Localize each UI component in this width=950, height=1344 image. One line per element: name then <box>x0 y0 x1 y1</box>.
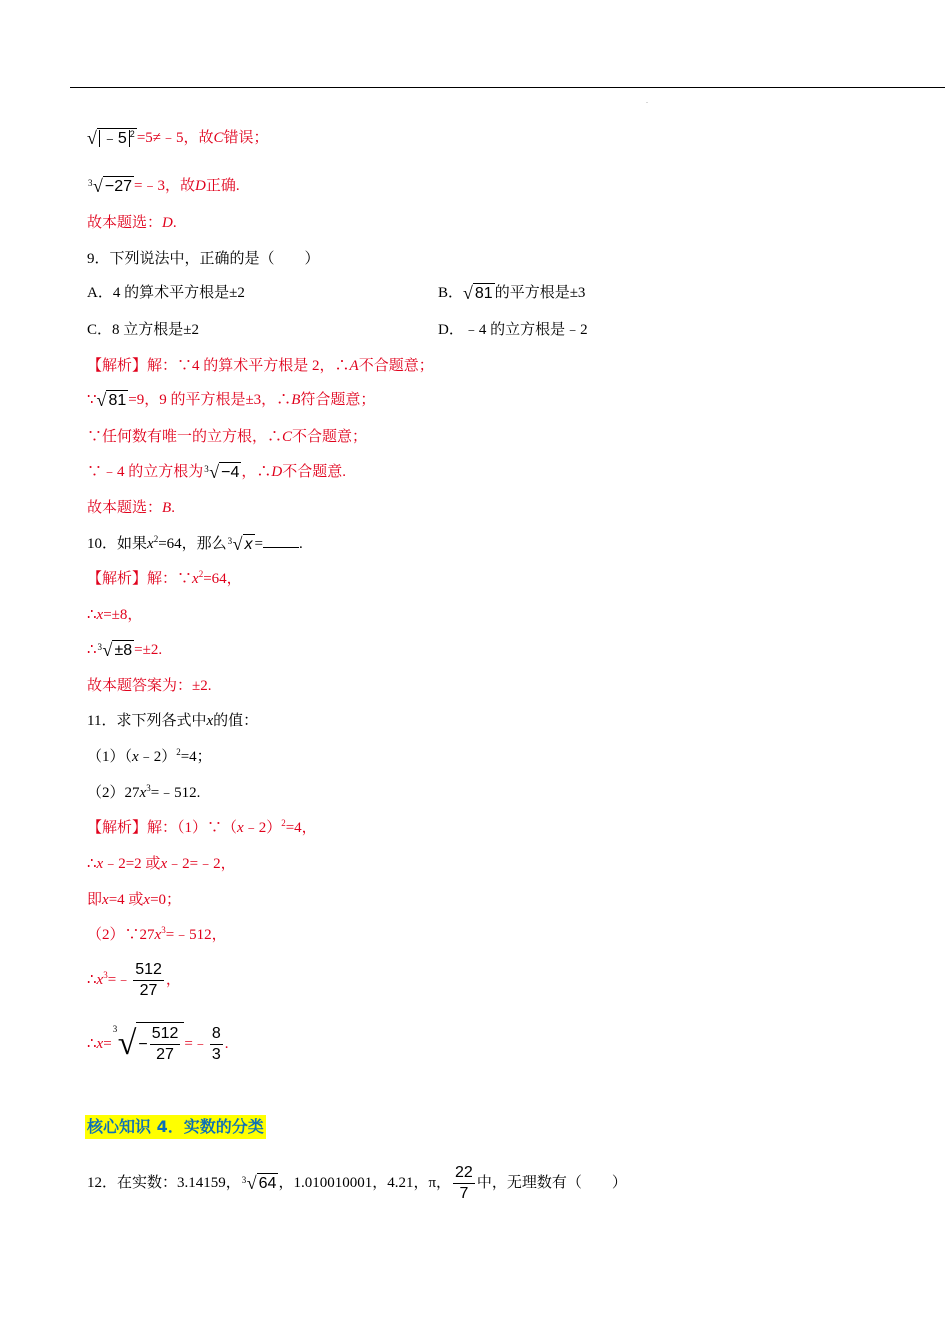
q9-answer: 故本题选：B. <box>87 500 175 516</box>
q11-solution-1: 【解析】解：（1）∵（x﹣2）$^2$=4， <box>87 818 317 836</box>
q11-part-1: （1）（x﹣2）$^2$=4； <box>87 747 212 765</box>
q9-option-d: D．﹣4 的立方根是﹣2 <box>438 322 588 338</box>
q10-solution-2: ∴x=±8， <box>87 607 143 623</box>
q9-option-a: A．4 的算术平方根是±2 <box>87 285 245 301</box>
q11-stem: 11．求下列各式中x的值： <box>87 713 259 729</box>
solution-line-c: √ ﹣5 $^2$ =5≠﹣5，故C错误； <box>87 128 269 149</box>
q11-solution-6: ∴x= 3 √ − $\frac{512}{27}$ =﹣ $\frac{8}{3}$ . <box>87 1022 229 1067</box>
q11-part-2: $(2)27x^3=﹣512$. <box>87 783 201 801</box>
q9-stem: 9．下列说法中，正确的是（ ） <box>87 251 320 267</box>
solution-line-d: 3 √ −27 =﹣3，故D正确. <box>88 176 240 197</box>
q10-stem: 10．如果$x^2=64$，那么 3 √ x = . <box>87 534 303 555</box>
q11-solution-4: $(2)\because 27x^3=﹣512$， <box>87 925 227 943</box>
header-dot: . <box>646 96 648 105</box>
header-rule <box>70 87 945 88</box>
q10-solution-3: ∴ 3 √ ±8 =±2. <box>87 640 163 661</box>
answer-blank <box>263 533 299 548</box>
q9-solution-2: ∵ √ 81 =9，9 的平方根是±3，∴B符合题意； <box>87 390 376 411</box>
q10-solution-1: 【解析】解：$\because x^2=64$， <box>87 569 242 587</box>
q9-solution-4: ∵﹣4 的立方根为 3 √ −4 ，∴D不合题意. <box>87 462 347 483</box>
section-heading: 核心知识 4．实数的分类 <box>85 1115 266 1139</box>
q12-stem: 12．在实数：3.14159， 3 √ 64 ，1.010010001，4.21，π， $\frac{22}{7}$ 中，无理数有（ ） <box>87 1164 627 1202</box>
q9-solution-1: 【解析】解：∵4 的算术平方根是 2，∴A不合题意； <box>87 358 434 374</box>
sqrt-abs-minus-5: √ ﹣5 $^2$ <box>87 128 135 149</box>
q9-solution-3: ∵任何数有唯一的立方根，∴C不合题意； <box>87 429 368 445</box>
cbrt-minus-27: 3 √ −27 <box>88 176 133 197</box>
q11-solution-3: 即x=4 或x=0； <box>87 892 182 908</box>
answer-line-8: 故本题选：D. <box>87 215 177 231</box>
q11-solution-2: ∴x﹣2=2 或x﹣2=﹣2， <box>87 856 236 872</box>
q11-solution-5: $\therefore x^3=﹣$ $\frac{512}{27}$ ， <box>87 961 181 999</box>
q10-answer: 故本题答案为：±2. <box>87 678 212 694</box>
q9-option-b: B． √ 81 的平方根是±3 <box>438 283 586 304</box>
q9-option-c: C．8 立方根是±2 <box>87 322 199 338</box>
